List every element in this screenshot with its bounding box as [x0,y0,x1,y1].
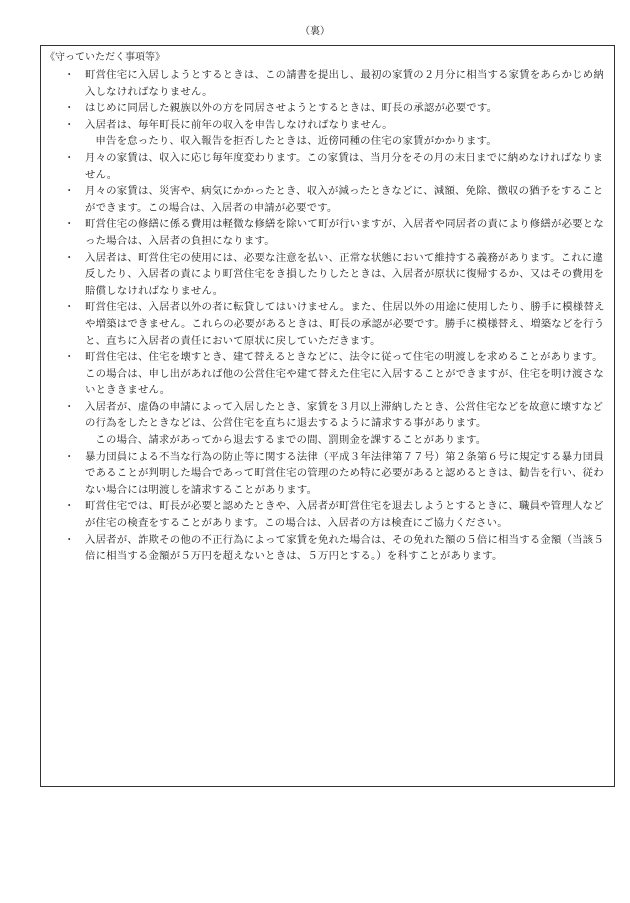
rule-item [51,532,608,565]
rule-item [51,150,608,183]
bullet-icon: ・ [64,185,75,198]
rule-item [51,216,608,249]
bullet-icon: ・ [64,218,75,231]
bullet-icon: ・ [64,500,75,513]
bullet-icon: ・ [64,69,75,81]
rule-item [51,100,608,117]
rule-item [51,299,608,349]
rule-text: 入居者は、毎年町長に前年の収入を申告しなければなりません。 [85,118,393,131]
rule-item [51,117,608,150]
bullet-icon: ・ [64,400,75,413]
rule-text: 町営住宅では、町長が必要と認めたときや、入居者が町営住宅を退去しようとするときに、職員や管理人などが住宅の検査をすることがあります。この場合は、入居者の方は検査にご協力ください。 [85,500,604,530]
rule-item [51,498,608,531]
rule-item [51,449,608,499]
bullet-icon: ・ [64,533,75,546]
rule-text: 月々の家賃は、災害や、病気にかかったとき、収入が減ったときなどに、減額、免除、徴収の猶予をすることができます。この場合は、入居者の申請が必要です。 [85,185,604,214]
rule-text: 町営住宅に入居しようとするときは、この請書を提出し、最初の家賃の２月分に相当する家賃をあらかじめ納入しなければなりません。 [85,69,604,98]
rule-item [51,399,608,449]
bullet-icon: ・ [64,351,75,364]
rule-text-continuation: 申告を怠ったり、収入報告を拒否したときは、近傍同種の住宅の家賃がかかります。 [95,135,497,148]
bullet-icon: ・ [64,450,75,463]
rule-text: 町営住宅は、入居者以外の者に転貸してはいけません。また、住居以外の用途に使用したり、勝手に模様替えや増築はできません。これらの必要があるときは、町長の承認が必要です。勝手に模様替え、増築などを行うと、直ちに入居者の責任において原状に戻していただきます。 [85,301,605,347]
rule-item [51,67,608,100]
rule-text-continuation: この場合、請求があってから退去するまでの間、罰則金を課することがあります。 [95,434,487,447]
rule-item [51,183,608,216]
bullet-icon: ・ [64,301,75,314]
rule-text: 町営住宅は、住宅を壊すとき、建て替えるときなどに、法令に従って住宅の明渡しを求めることがあります。この場合は、申し出があれば他の公営住宅や建て替えた住宅に入居することができますが、住宅を明け渡さないとききません。 [85,351,604,397]
rule-text: 暴力団員による不当な行為の防止等に関する法律（平成３年法律第７７号）第２条第６号に規定する暴力団員であることが判明した場合であって町営住宅の管理のため特に必要があると認めるときは、勧告を行い、従わない場合には明渡しを請求することがあります。 [85,450,604,496]
bullet-icon: ・ [64,151,75,164]
bullet-icon: ・ [64,251,75,264]
rule-text: はじめに同居した親族以外の方を同居させようとするときは、町長の承認が必要です。 [85,102,498,115]
box-title: 《守っていただく事項等》 [45,52,165,63]
bullet-icon: ・ [64,118,75,131]
rule-text: 入居者は、町営住宅の使用には、必要な注意を払い、正常な状態において維持する義務があります。これに違反したり、入居者の責により町営住宅をき損したりしたときは、入居者が原状に復帰するか、又はその費用を賠償しなければなりません。 [85,251,604,297]
rules-box [40,45,615,787]
page-side-label: （裏） [300,26,330,37]
rule-list [51,67,608,565]
rule-text: 月々の家賃は、収入に応じ毎年度変わります。この家賃は、当月分をその月の末日までに納めなければなりません。 [85,151,604,181]
rule-text: 入居者が、虚偽の申請によって入居したとき、家賃を３月以上滞納したとき、公営住宅などを故意に壊すなどの行為をしたときなどは、公営住宅を直ちに退去するように請求する事があります。 [85,400,604,430]
rule-text: 町営住宅の修繕に係る費用は軽微な修繕を除いて町が行いますが、入居者や同居者の責により修繕が必要となった場合は、入居者の負担になります。 [85,218,604,247]
bullet-icon: ・ [64,102,75,115]
rule-item [51,349,608,399]
rule-text: 入居者が、詐欺その他の不正行為によって家賃を免れた場合は、その免れた額の５倍に相当する金額（当該５倍に相当する金額が５万円を超えないときは、５万円とする。）を科すことがあります。 [85,533,604,563]
rule-item [51,250,608,300]
